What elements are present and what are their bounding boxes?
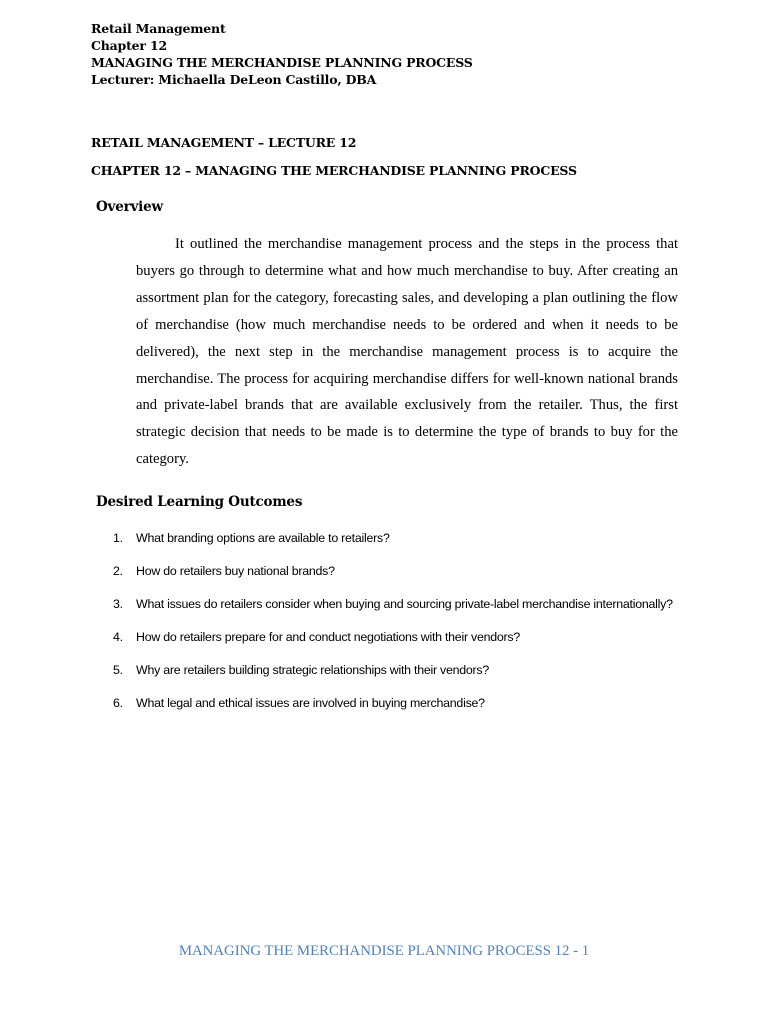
list-item-text: How do retailers buy national brands? <box>136 564 335 578</box>
overview-paragraph: It outlined the merchandise management process and the steps in the process that buyers go through to determine what and how much merchandise to buy. After creating an assortment plan for the category, forecasting sales, and developing a plan outlining the flow of merchandise (how much merchandise needs to be ordered and when it needs to be delivered), the next step in the merchandise management process is to acquire the merchandise. The process for acquiring merchandise differs for well-known national brands and private-label brands that are available exclusively from the retailer. Thus, the first strategic decision that needs to be made is to determine the type of brands to buy for the category. <box>136 236 678 468</box>
list-number: 4. <box>113 630 123 644</box>
chapter-heading: CHAPTER 12 – MANAGING THE MERCHANDISE PLANNING PROCESS <box>91 163 577 178</box>
page-footer <box>0 942 768 960</box>
chapter-number: Chapter 12 <box>91 38 167 53</box>
learning-outcomes-heading: Desired Learning Outcomes <box>96 494 303 510</box>
header-chapter-title: MANAGING THE MERCHANDISE PLANNING PROCESS <box>91 55 473 70</box>
list-number: 6. <box>113 696 123 710</box>
footer-text: MANAGING THE MERCHANDISE PLANNING PROCESS 12 - 1 <box>178 943 590 959</box>
list-number: 5. <box>113 663 123 677</box>
learning-outcomes-list <box>110 526 678 724</box>
list-item-text: What branding options are available to retailers? <box>136 531 390 545</box>
list-number: 3. <box>113 597 123 611</box>
learning-outcome-item <box>110 559 678 584</box>
lecturer-name: Lecturer: Michaella DeLeon Castillo, DBA <box>91 72 377 87</box>
list-number: 2. <box>113 564 123 578</box>
learning-outcome-item <box>110 658 678 683</box>
learning-outcome-item <box>110 625 678 650</box>
list-item-text: How do retailers prepare for and conduct negotiations with their vendors? <box>136 630 520 644</box>
list-number: 1. <box>113 531 123 545</box>
course-name: Retail Management <box>91 21 226 36</box>
lecture-title: RETAIL MANAGEMENT – LECTURE 12 <box>91 135 357 150</box>
learning-outcome-item <box>110 691 678 716</box>
overview-heading: Overview <box>96 199 163 215</box>
list-item-text: What issues do retailers consider when buying and sourcing private-label merchandise internationally? <box>136 597 673 611</box>
learning-outcome-item <box>110 592 678 617</box>
list-item-text: Why are retailers building strategic relationships with their vendors? <box>136 663 490 677</box>
learning-outcome-item <box>110 526 678 551</box>
list-item-text: What legal and ethical issues are involved in buying merchandise? <box>136 696 485 710</box>
document-header <box>91 20 473 88</box>
